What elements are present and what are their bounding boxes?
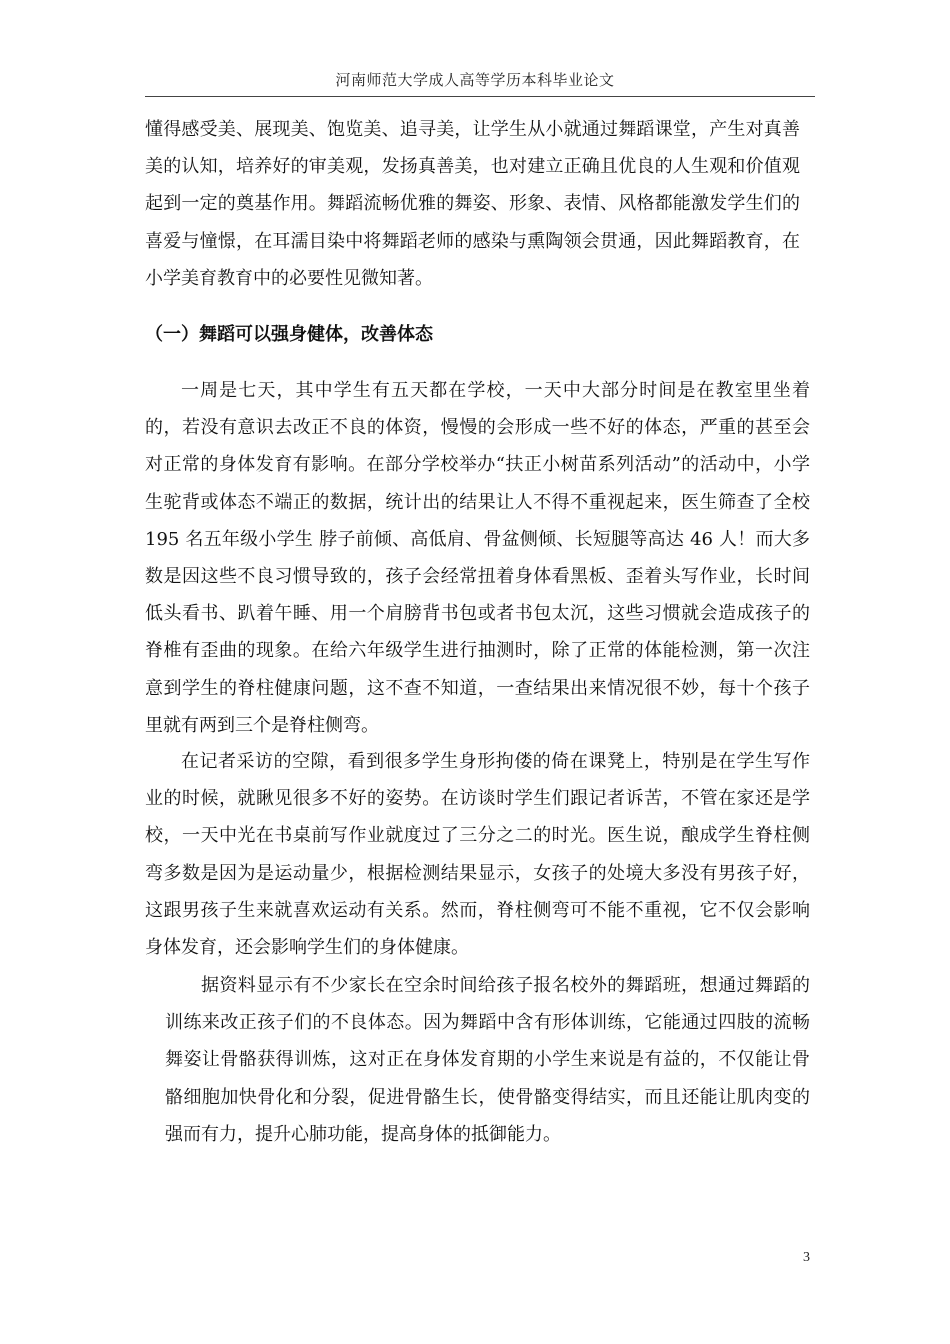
running-header: 河南师范大学成人高等学历本科毕业论文 [335, 71, 615, 89]
paragraph-interview: 在记者采访的空隙，看到很多学生身形拘偻的倚在课凳上，特别是在学生写作业的时候，就瞅见很多不好的姿势。在访谈时学生们跟记者诉苦，不管在家还是学校，一天中光在书桌前写作业就度过了三分之二的时光。医生说，酿成学生脊柱侧弯多数是因为是运动量少，根据检测结果显示，女孩子的处境大多没有男孩子好，这跟男孩子生来就喜欢运动有关系。然而，脊柱侧弯可不能不重视，它不仅会影响身体发育，还会影响学生们的身体健康。 [145, 751, 810, 959]
paragraph-intro-continuation: 懂得感受美、展现美、饱览美、追寻美，让学生从小就通过舞蹈课堂，产生对真善美的认知，培养好的审美观，发扬真善美，也对建立正确且优良的人生观和价值观起到一定的奠基作用。舞蹈流畅优雅的舞姿、形象、表情、风格都能激发学生们的喜爱与憧憬，在耳濡目染中将舞蹈老师的感染与熏陶领会贯通，因此舞蹈教育，在小学美育教育中的必要性见微知著。 [145, 119, 800, 289]
paragraph-dance-training: 据资料显示有不少家长在空余时间给孩子报名校外的舞蹈班，想通过舞蹈的训练来改正孩子们的不良体态。因为舞蹈中含有形体训练，它能通过四肢的流畅舞姿让骨骼获得训炼，这对正在身体发育期的小学生来说是有益的，不仅能让骨骼细胞加快骨化和分裂，促进骨骼生长，使骨骼变得结实，而且还能让肌肉变的强而有力，提升心肺功能，提高身体的抵御能力。 [165, 975, 810, 1145]
page-number: 3 [803, 1250, 810, 1265]
section-heading: （一）舞蹈可以强身健体，改善体态 [145, 324, 433, 345]
header-divider [145, 96, 815, 97]
paragraph-posture-survey: 一周是七天，其中学生有五天都在学校，一天中大部分时间是在教室里坐着的，若没有意识去改正不良的体资，慢慢的会形成一些不好的体态，严重的甚至会对正常的身体发育有影响。在部分学校举办“扶正小树苗系列活动”的活动中，小学生驼背或体态不端正的数据，统计出的结果让人不得不重视起来，医生筛查了全校 195 名五年级小学生 脖子前倾、高低肩、骨盆侧倾、长短腿等高达 46 人！而大多数是因这些不良习惯导致的，孩子会经常扭着身体看黑板、歪着头写作业，长时间低头看书、趴着午睡、用一个肩膀背书包或者书包太沉，这些习惯就会造成孩子的脊椎有歪曲的现象。在给六年级学生进行抽测时，除了正常的体能检测，第一次注意到学生的脊柱健康问题，这不查不知道，一查结果出来情况很不妙，每十个孩子里就有两到三个是脊柱侧弯。 [145, 380, 810, 736]
